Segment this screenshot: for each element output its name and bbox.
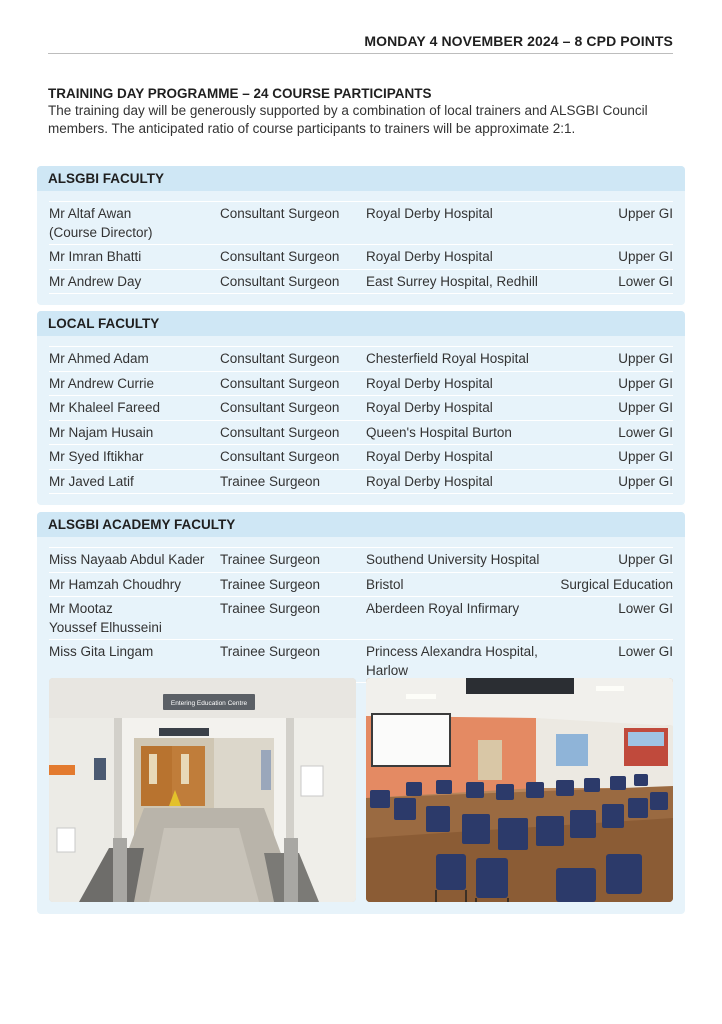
table-row xyxy=(49,444,673,469)
table-row xyxy=(49,420,673,445)
faculty-specialty: Upper GI xyxy=(618,449,673,464)
faculty-hospital: Royal Derby Hospital xyxy=(366,449,493,464)
faculty-name: Mr Syed Iftikhar xyxy=(49,449,144,464)
faculty-name: Mr Altaf Awan (Course Director) xyxy=(49,206,153,240)
lecture-room-photo xyxy=(366,678,673,902)
faculty-specialty: Surgical Education xyxy=(560,576,673,592)
faculty-hospital: East Surrey Hospital, Redhill xyxy=(366,273,538,289)
local-faculty-panel xyxy=(37,311,685,505)
faculty-specialty: Upper GI xyxy=(618,400,673,415)
page-header-date: MONDAY 4 NOVEMBER 2024 – 8 CPD POINTS xyxy=(364,33,673,49)
table-row xyxy=(49,547,673,572)
faculty-specialty: Upper GI xyxy=(618,375,673,391)
table-row xyxy=(49,572,673,597)
corridor-sign-text: Entering Education Centre xyxy=(170,700,248,707)
faculty-name: Miss Nayaab Abdul Kader xyxy=(49,552,205,567)
section-title: LOCAL FACULTY xyxy=(37,311,685,336)
faculty-role: Trainee Surgeon xyxy=(220,576,321,592)
faculty-name: Mr Imran Bhatti xyxy=(49,249,142,264)
faculty-hospital: Princess Alexandra Hospital, Harlow xyxy=(366,644,538,678)
education-centre-corridor-photo xyxy=(49,678,356,902)
faculty-name: Mr Hamzah Choudhry xyxy=(49,576,182,592)
lecture-room-illustration xyxy=(366,678,673,902)
table-row xyxy=(49,395,673,420)
faculty-name: Mr Ahmed Adam xyxy=(49,351,149,366)
faculty-role: Consultant Surgeon xyxy=(220,249,340,264)
header-divider xyxy=(48,53,673,54)
table-row xyxy=(49,371,673,396)
faculty-specialty: Upper GI xyxy=(618,206,673,221)
faculty-specialty: Lower GI xyxy=(618,644,673,659)
faculty-role: Consultant Surgeon xyxy=(220,351,340,366)
section-title: ALSGBI ACADEMY FACULTY xyxy=(37,512,685,537)
faculty-name: Mr Andrew Currie xyxy=(49,375,155,391)
faculty-role: Trainee Surgeon xyxy=(220,473,321,489)
faculty-role: Consultant Surgeon xyxy=(220,424,340,440)
alsgbi-faculty-panel xyxy=(37,166,685,305)
faculty-specialty: Lower GI xyxy=(618,424,673,440)
intro-title: TRAINING DAY PROGRAMME – 24 COURSE PARTICIPANTS xyxy=(48,86,432,101)
table-row xyxy=(49,596,673,639)
table-row xyxy=(49,244,673,269)
faculty-hospital: Queen's Hospital Burton xyxy=(366,424,512,440)
faculty-name: Mr Andrew Day xyxy=(49,273,142,289)
faculty-role: Trainee Surgeon xyxy=(220,552,321,567)
table-row xyxy=(49,639,673,683)
faculty-name: Mr Najam Husain xyxy=(49,424,154,440)
intro-section xyxy=(48,86,678,138)
faculty-role: Consultant Surgeon xyxy=(220,375,340,391)
table-row xyxy=(49,346,673,371)
faculty-hospital: Bristol xyxy=(366,576,404,592)
faculty-name: Mr Khaleel Fareed xyxy=(49,400,161,415)
faculty-hospital: Royal Derby Hospital xyxy=(366,206,493,221)
faculty-hospital: Royal Derby Hospital xyxy=(366,249,493,264)
faculty-name: Mr Mootaz Youssef Elhusseini xyxy=(49,601,162,635)
faculty-name: Miss Gita Lingam xyxy=(49,644,154,659)
corridor-illustration xyxy=(49,678,356,902)
faculty-specialty: Upper GI xyxy=(618,473,673,489)
table-row xyxy=(49,269,673,295)
faculty-specialty: Upper GI xyxy=(618,249,673,264)
faculty-hospital: Southend University Hospital xyxy=(366,552,540,567)
faculty-specialty: Lower GI xyxy=(618,273,673,289)
section-title: ALSGBI FACULTY xyxy=(37,166,685,191)
faculty-role: Consultant Surgeon xyxy=(220,273,340,289)
faculty-role: Trainee Surgeon xyxy=(220,601,321,616)
faculty-specialty: Upper GI xyxy=(618,351,673,366)
table-row xyxy=(49,201,673,244)
faculty-name: Mr Javed Latif xyxy=(49,473,134,489)
faculty-hospital: Royal Derby Hospital xyxy=(366,473,493,489)
table-row xyxy=(49,469,673,495)
faculty-specialty: Upper GI xyxy=(618,552,673,567)
faculty-role: Consultant Surgeon xyxy=(220,400,340,415)
faculty-hospital: Royal Derby Hospital xyxy=(366,375,493,391)
faculty-hospital: Chesterfield Royal Hospital xyxy=(366,351,529,366)
faculty-hospital: Royal Derby Hospital xyxy=(366,400,493,415)
faculty-role: Consultant Surgeon xyxy=(220,206,340,221)
faculty-hospital: Aberdeen Royal Infirmary xyxy=(366,601,520,616)
faculty-specialty: Lower GI xyxy=(618,601,673,616)
faculty-role: Consultant Surgeon xyxy=(220,449,340,464)
intro-text: The training day will be generously supported by a combination of local trainers and ALSGBI Council members. The anticipated ratio of course participants to trainers will be approximate 2:1. xyxy=(48,103,648,136)
faculty-role: Trainee Surgeon xyxy=(220,644,321,659)
